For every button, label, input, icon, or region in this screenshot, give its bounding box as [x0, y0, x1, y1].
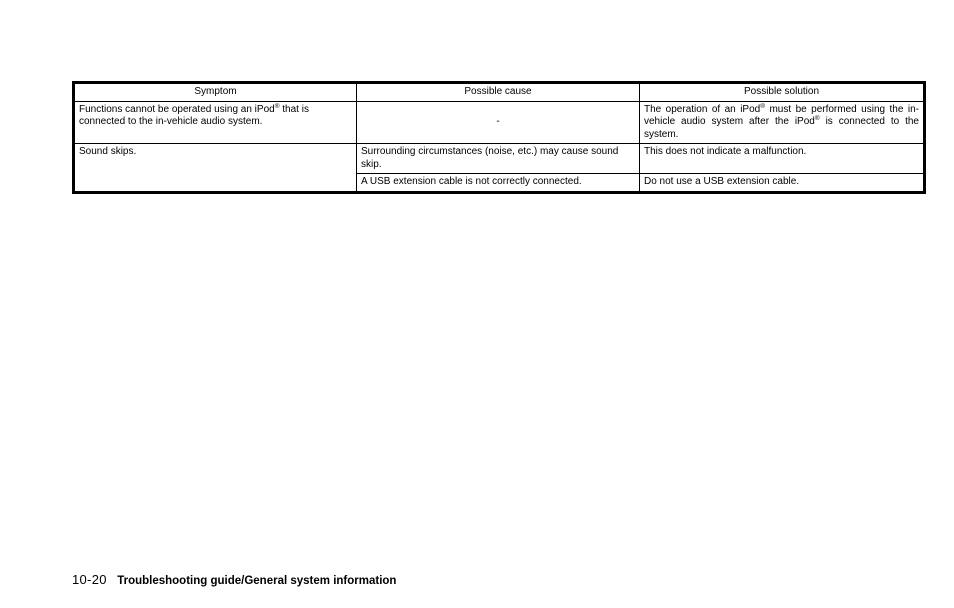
page-number: 10-20: [72, 572, 107, 587]
troubleshooting-table: [72, 81, 926, 194]
header-possible-solution: Possible solution: [640, 83, 925, 102]
header-possible-cause: Possible cause: [357, 83, 640, 102]
solution-text: The operation of an iPod: [644, 103, 761, 115]
table-header-row: [74, 83, 925, 102]
solution-text: is connected to the system.: [644, 116, 919, 140]
section-title: Troubleshooting guide/General system information: [117, 575, 397, 587]
registered-mark: ®: [814, 115, 820, 122]
solution-cell: Do not use a USB extension cable.: [640, 174, 925, 193]
solution-text: must be performed using the in-vehicle audio system after the iPod: [644, 103, 919, 127]
solution-cell: [640, 101, 925, 144]
symptom-cell: Sound skips.: [74, 144, 357, 193]
registered-mark: ®: [760, 102, 765, 110]
solution-cell: This does not indicate a malfunction.: [640, 144, 925, 174]
symptom-text: Functions cannot be operated using an iPod: [79, 103, 275, 115]
symptom-cell: [74, 101, 357, 144]
cause-cell: -: [357, 101, 640, 144]
page-footer: [72, 571, 396, 589]
header-symptom: Symptom: [74, 83, 357, 102]
table-row: [74, 101, 925, 144]
symptom-text: that is connected to the in-vehicle audio system.: [79, 103, 309, 127]
cause-cell: A USB extension cable is not correctly connected.: [357, 174, 640, 193]
registered-mark: ®: [274, 102, 280, 110]
cause-cell: Surrounding circumstances (noise, etc.) may cause sound skip.: [357, 144, 640, 174]
table-row: [74, 144, 925, 174]
